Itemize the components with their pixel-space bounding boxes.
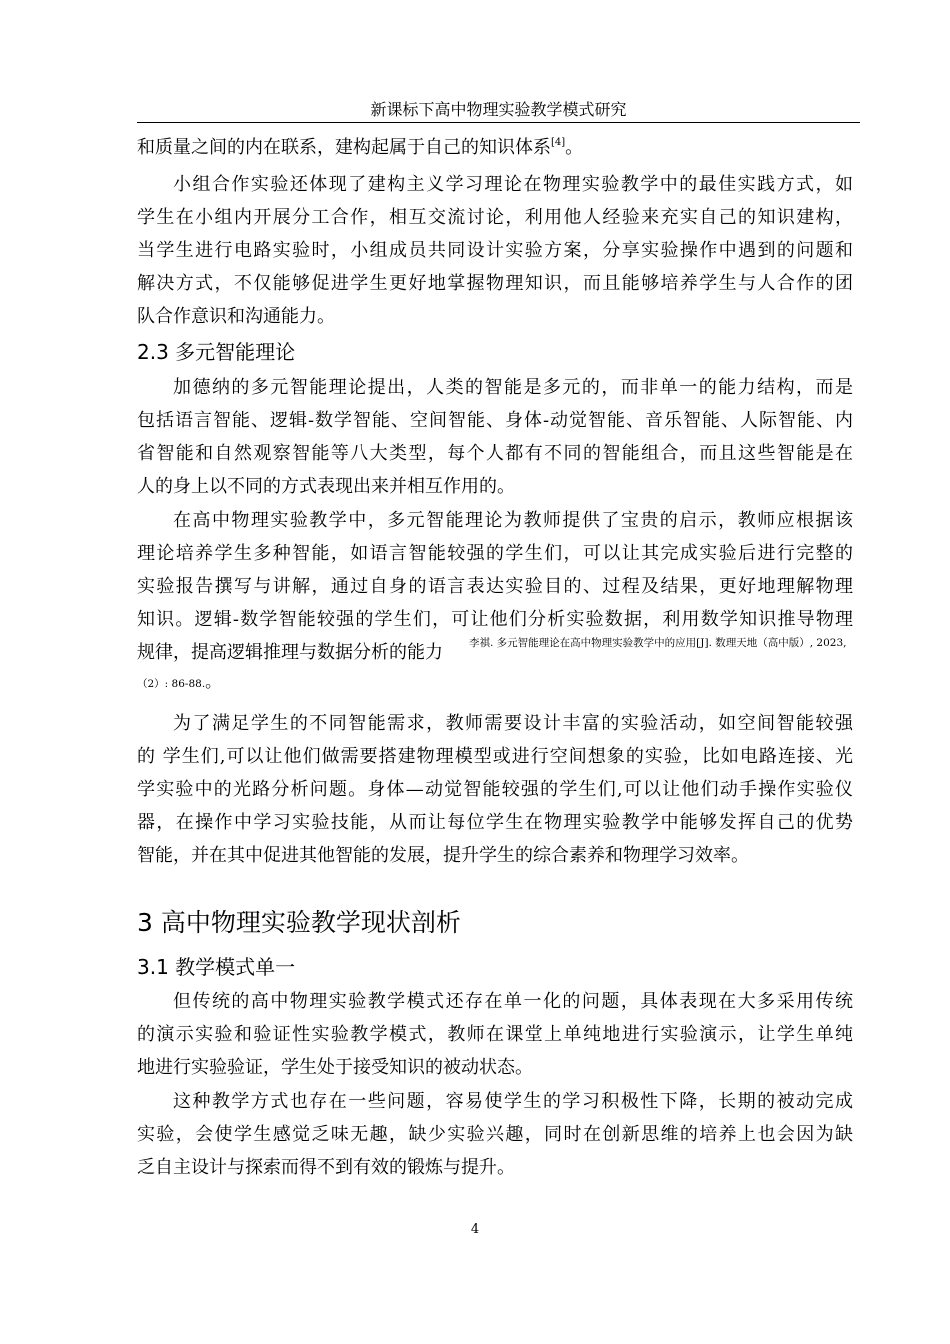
paragraph-line: 这种教学方式也存在一些问题，容易使学生的学习积极性下降，长期的被动完成: [173, 1091, 853, 1112]
paragraph-line: 智能，并在其中促进其他智能的发展，提升学生的综合素养和物理学习效率。: [137, 845, 749, 866]
paragraph-line: 人的身上以不同的方式表现出来并相互作用的。: [137, 476, 515, 497]
paragraph-line: 实验报告撰写与讲解，通过自身的语言表达实验目的、过程及结果，更好地理解物理: [137, 576, 853, 597]
paragraph-line: 地进行实验验证，学生处于接受知识的被动状态。: [137, 1057, 533, 1078]
paragraph-line: 解决方式，不仅能够促进学生更好地掌握物理知识，而且能够培养学生与人合作的团: [137, 273, 853, 294]
section-heading: 2.3 多元智能理论: [137, 340, 296, 364]
footnote-text: （2）: 86-88.: [137, 678, 206, 690]
line-text: 和质量之间的内在联系，建构起属于自己的知识体系: [137, 137, 551, 158]
paragraph-line: 省智能和自然观察智能等八大类型，每个人都有不同的智能组合，而且这些智能是在: [137, 443, 853, 464]
paragraph-line: 当学生进行电路实验时，小组成员共同设计实验方案，分享实验操作中遇到的问题和: [137, 240, 853, 261]
inline-footnote-continued: [137, 672, 222, 691]
paragraph-line: [137, 137, 583, 159]
header-divider: [137, 122, 860, 123]
line-end: 。: [205, 672, 222, 691]
section-heading: 3.1 教学模式单一: [137, 955, 296, 979]
chapter-heading: 3 高中物理实验教学现状剖析: [137, 908, 461, 937]
paragraph-line: 的 学生们,可以让他们做需要搭建物理模型或进行空间想象的实验，比如电路连接、光: [137, 746, 853, 767]
inline-footnote: 李祺. 多元智能理论在高中物理实验教学中的应用[J]. 数理天地（高中版）, 2023,: [469, 637, 847, 649]
paragraph-line: 在高中物理实验教学中，多元智能理论为教师提供了宝贵的启示，教师应根据该: [173, 510, 853, 531]
paragraph-line: 知识。逻辑-数学智能较强的学生们，可让他们分析实验数据，利用数学知识推导物理: [137, 609, 853, 630]
paragraph-line: 学实验中的光路分析问题。身体—动觉智能较强的学生们,可以让他们动手操作实验仪: [137, 779, 853, 800]
paragraph-line: 理论培养学生多种智能，如语言智能较强的学生们，可以让其完成实验后进行完整的: [137, 543, 853, 564]
page-number: 4: [470, 1222, 480, 1237]
paragraph-line: 加德纳的多元智能理论提出，人类的智能是多元的，而非单一的能力结构，而是: [173, 377, 853, 398]
line-end: 。: [565, 137, 584, 158]
paragraph-line: 器，在操作中学习实验技能，从而让每位学生在物理实验教学中能够发挥自己的优势: [137, 812, 853, 833]
paragraph-line: 小组合作实验还体现了建构主义学习理论在物理实验教学中的最佳实践方式，如: [173, 174, 853, 195]
paragraph-line: 乏自主设计与探索而得不到有效的锻炼与提升。: [137, 1157, 515, 1178]
citation-ref: [4]: [551, 137, 566, 148]
paragraph-line: 实验，会使学生感觉乏味无趣，缺少实验兴趣，同时在创新思维的培养上也会因为缺: [137, 1124, 853, 1145]
paragraph-line: 队合作意识和沟通能力。: [137, 306, 335, 327]
paragraph-line: 包括语言智能、逻辑-数学智能、空间智能、身体-动觉智能、音乐智能、人际智能、内: [137, 410, 853, 431]
running-title: 新课标下高中物理实验教学模式研究: [370, 100, 627, 119]
paragraph-line: 为了满足学生的不同智能需求，教师需要设计丰富的实验活动，如空间智能较强: [173, 713, 853, 734]
paragraph-line: 的演示实验和验证性实验教学模式，教师在课堂上单纯地进行实验演示，让学生单纯: [137, 1024, 853, 1045]
paragraph-line: 但传统的高中物理实验教学模式还存在单一化的问题，具体表现在大多采用传统: [173, 991, 853, 1012]
paragraph-line: 学生在小组内开展分工合作，相互交流讨论，利用他人经验来充实自己的知识建构，: [137, 207, 853, 228]
paragraph-line: 规律，提高逻辑推理与数据分析的能力: [137, 642, 443, 663]
